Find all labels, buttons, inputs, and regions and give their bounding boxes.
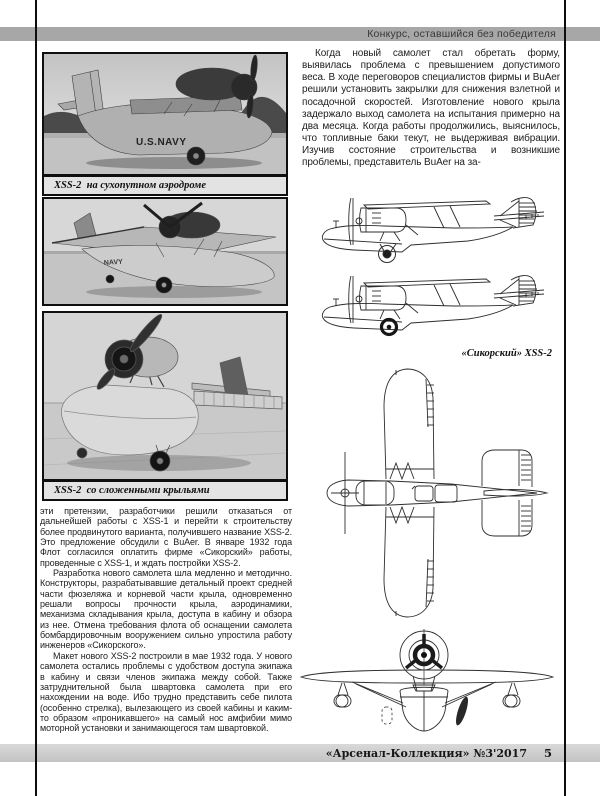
photo3-caption: XSS-2 со сложенными крыльями	[54, 485, 210, 496]
chapter-title: Конкурс, оставшийся без победителя	[367, 28, 556, 40]
photo3-caption-bar	[42, 480, 288, 501]
paragraph: эти претензии, разработчики решили отказаться от дальнейшей работы с XSS-1 и перейти к строительству более продвинутого варианта, получившего название XSS-2. Это предложение обсудили с BuAer. В январе 1932 года Флот согласился оплатить фирме «Сикорский» работы, проведенные с XSS-1, и ждать постройки XSS-2.	[40, 506, 292, 568]
drawing-side-profiles	[314, 195, 546, 345]
side-profile-gear-up	[322, 276, 544, 335]
side-profile-gear-down	[322, 198, 544, 263]
left-column-rule	[35, 0, 37, 796]
right-text-column	[302, 48, 560, 170]
photo-xss2-folded-wings-image	[44, 313, 286, 479]
paragraph: Разработка нового самолета шла медленно и методично. Конструкторы, разрабатывавшие детальный проект средней части фюзеляжа и корневой части крыла, одновременно решали вопросы прочности крыла, аэродинамики, механизма складывания крыла, доступа в кабину и обзора из нее. Отмена требования флота об оснащении самолета бомбардировочным вооружением сильно упростила работу инженеров «Сикорского».	[40, 568, 292, 651]
photo-xss2-rear-view-image	[44, 199, 286, 304]
photo1-navy-marking: U.S.NAVY	[136, 137, 187, 148]
top-view-drawing	[316, 365, 552, 623]
photo-xss2-land-airfield-image	[44, 54, 286, 174]
left-text-column	[40, 506, 292, 734]
photo-xss2-land-airfield	[42, 52, 288, 176]
page-number: 5	[543, 746, 552, 760]
side-profile-drawings	[314, 195, 546, 345]
photo-xss2-rear-view	[42, 197, 288, 306]
photo-xss2-folded-wings	[42, 311, 288, 481]
drawing-caption: «Сикорский» XSS-2	[461, 348, 552, 359]
drawing-front-view	[294, 627, 560, 739]
right-column-rule	[564, 0, 566, 796]
paragraph: Макет нового XSS-2 построили в мае 1932 года. У нового самолета остались проблемы с удобством доступа экипажа в кабину и связи членов экипажа между собой. Также затруднительной была швартовка самолета при его нахождении на воде. Ибо трудно представить себе пилота (особенно стрелка), вылезающего из своей кабины и каким-то образом «проникавшего» на самый нос амфибии мимо моторной установки и занимающегося там швартовкой.	[40, 650, 292, 734]
journal-title: «Арсенал-Коллекция» №3'2017	[325, 746, 527, 760]
photo1-caption: XSS-2 на сухопутном аэродроме	[54, 180, 207, 191]
paragraph: Когда новый самолет стал обретать форму, выявилась проблема с превышением допустимого веса. В ходе переговоров специалистов фирмы и BuAer решили установить закрылки для снижения взлетной и посадочной скоростей. Изготовление нового крыла задержало выход самолета на испытания примерно на два месяца. Когда работы продолжились, выяснилось, что топливные баки текут, не выдерживая вибрации. Изучив состояние строительства и возникшие проблемы, представитель BuAer на за-	[302, 48, 560, 169]
photo2-navy-marking: NAVY	[103, 258, 124, 267]
footer-bar	[0, 744, 600, 762]
photo1-caption-bar	[42, 175, 288, 196]
front-view-drawing	[294, 627, 560, 739]
drawing-top-view	[316, 365, 552, 623]
header-bar	[0, 27, 600, 41]
